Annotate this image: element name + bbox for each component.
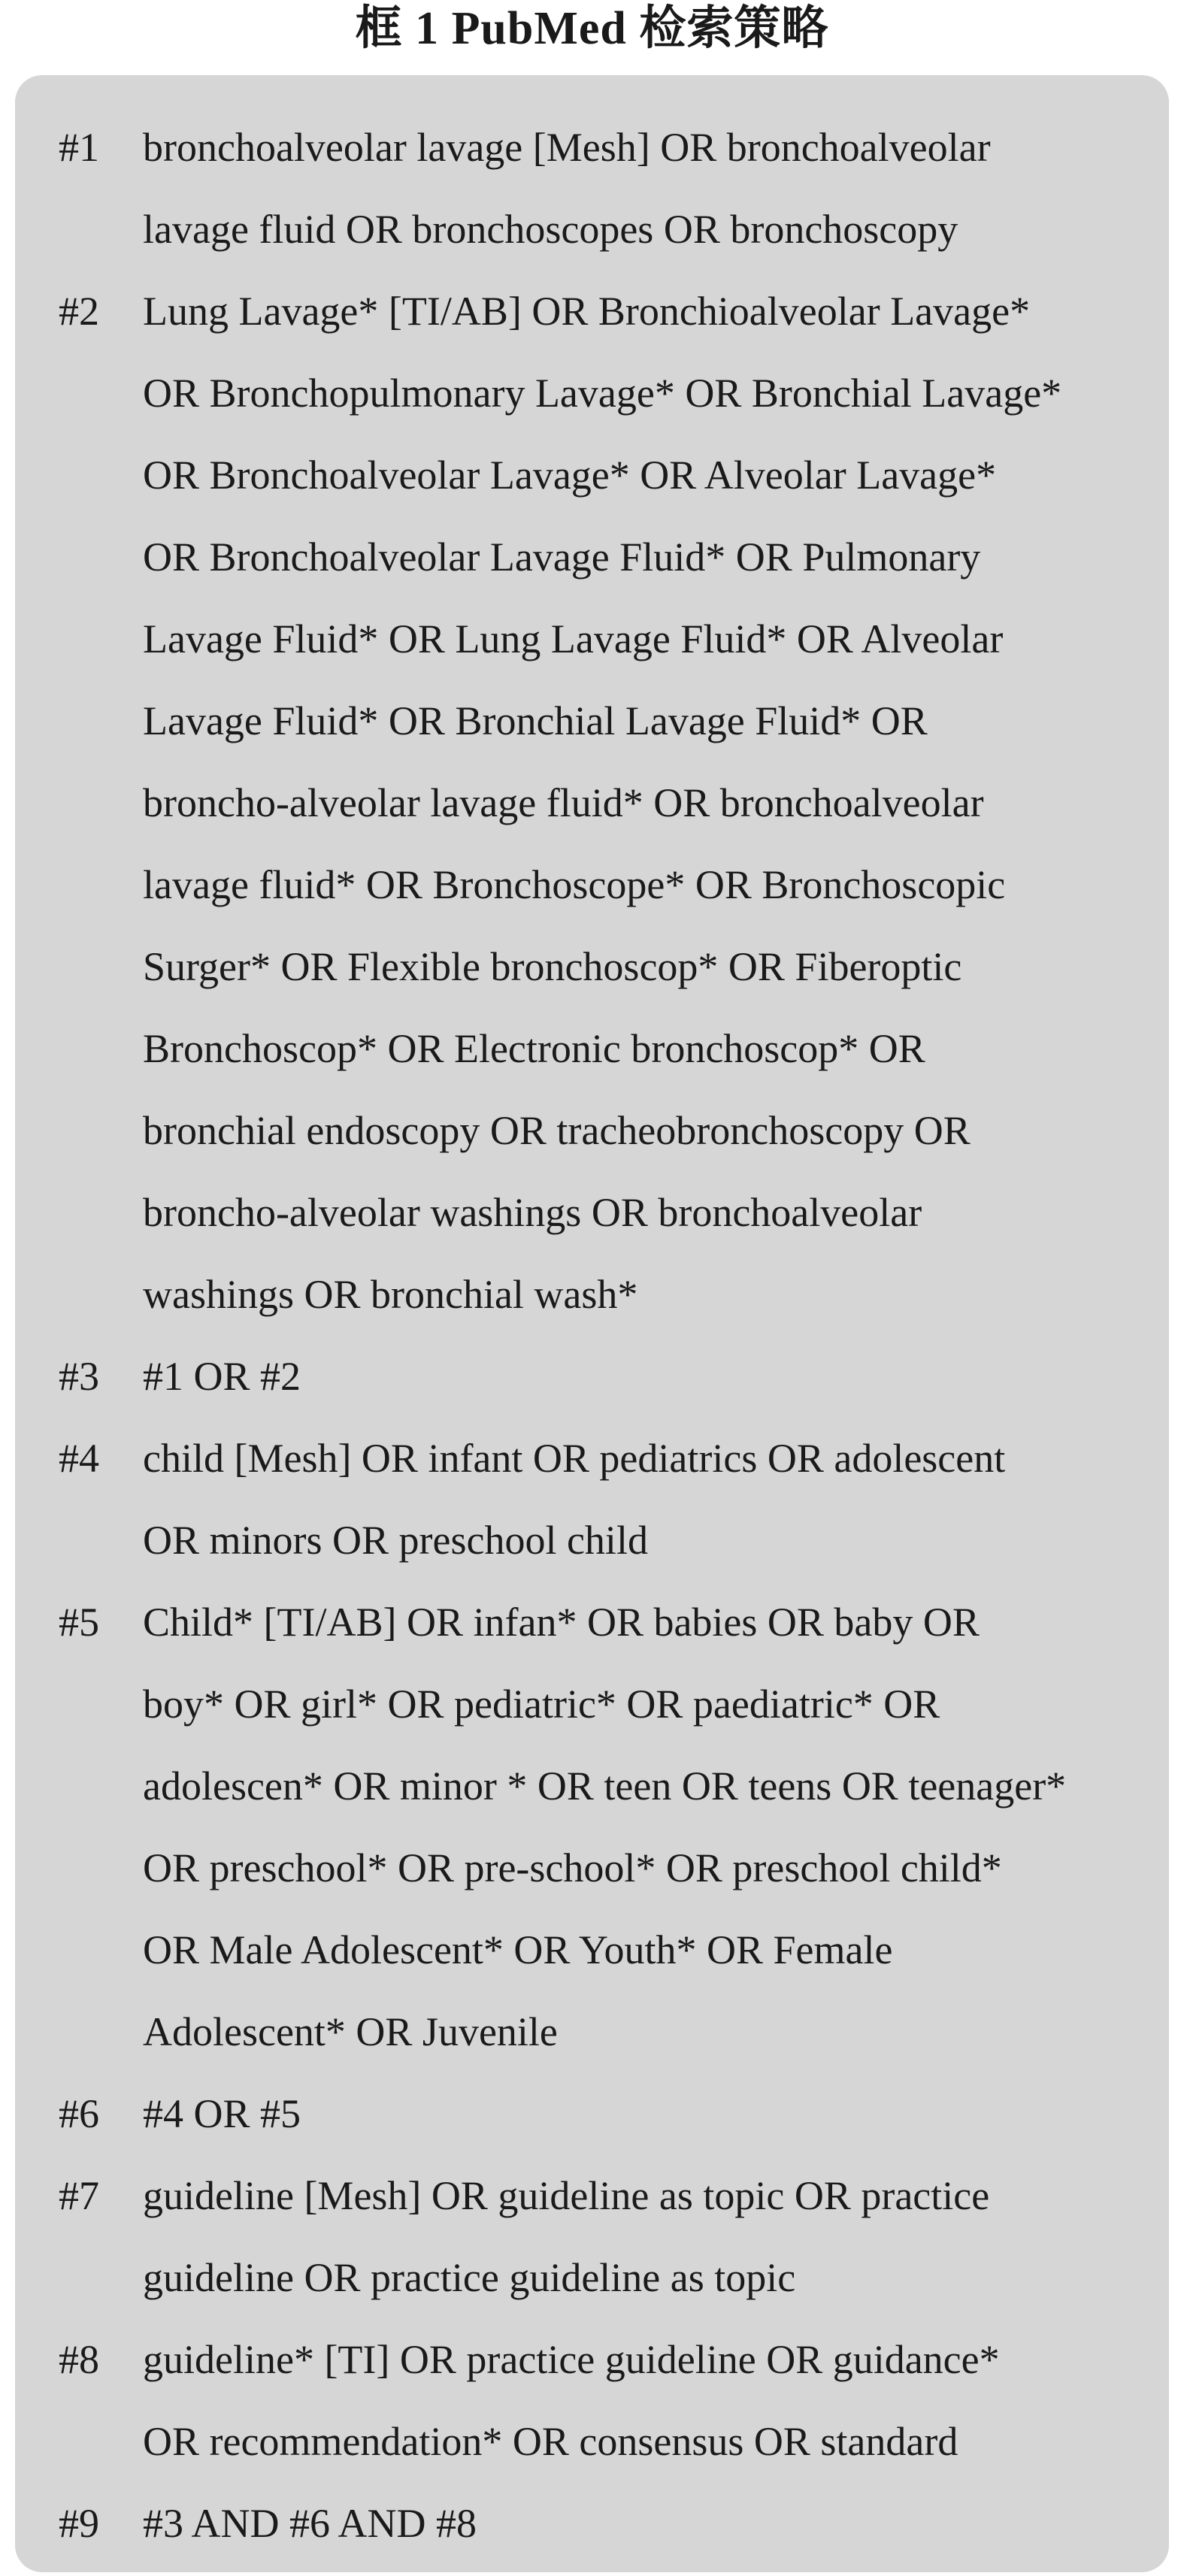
query-line: OR Bronchoalveolar Lavage* OR Alveolar Lavage* (143, 453, 997, 498)
box-title: 框 1 PubMed 检索策略 (355, 3, 829, 54)
entry-number: #8 (59, 2337, 99, 2382)
entry-query (143, 1336, 1135, 1418)
query-line: OR recommendation* OR consensus OR standard (143, 2419, 958, 2464)
query-line: boy* OR girl* OR pediatric* OR paediatric* OR (143, 1682, 940, 1727)
query-line: Lung Lavage* [TI/AB] OR Bronchioalveolar Lavage* (143, 289, 1031, 334)
search-entry (59, 271, 1139, 1336)
query-line: Surger* OR Flexible bronchoscop* OR Fiberoptic (143, 944, 962, 989)
search-entry (59, 2155, 1139, 2319)
query-line: #4 OR #5 (143, 2091, 301, 2136)
entry-number: #6 (59, 2091, 99, 2136)
query-line: child [Mesh] OR infant OR pediatrics OR adolescent (143, 1436, 1006, 1481)
search-entry (59, 2073, 1139, 2155)
entry-query (143, 2483, 1135, 2565)
query-line: Lavage Fluid* OR Lung Lavage Fluid* OR Alveolar (143, 616, 1004, 661)
entry-query (143, 107, 1135, 271)
query-line: #1 OR #2 (143, 1354, 301, 1399)
search-entry (59, 2483, 1139, 2565)
entry-query (143, 1582, 1135, 2073)
entry-query (143, 2155, 1135, 2319)
search-entry (59, 2319, 1139, 2483)
query-line: Child* [TI/AB] OR infan* OR babies OR baby OR (143, 1600, 980, 1645)
search-strategy-panel (15, 75, 1169, 2572)
query-line: Lavage Fluid* OR Bronchial Lavage Fluid* OR (143, 698, 928, 743)
entry-query (143, 1418, 1135, 1582)
search-entry (59, 1582, 1139, 2073)
entry-number: #9 (59, 2501, 99, 2546)
entry-number: #4 (59, 1436, 99, 1481)
query-line: OR minors OR preschool child (143, 1518, 648, 1563)
search-entry (59, 107, 1139, 271)
entry-number: #3 (59, 1354, 99, 1399)
query-line: guideline* [TI] OR practice guideline OR guidance* (143, 2337, 1000, 2382)
query-line: lavage fluid* OR Bronchoscope* OR Bronchoscopic (143, 862, 1006, 907)
query-line: #3 AND #6 AND #8 (143, 2501, 477, 2546)
entry-query (143, 2319, 1135, 2483)
entry-number: #5 (59, 1600, 99, 1645)
query-line: Bronchoscop* OR Electronic bronchoscop* OR (143, 1026, 925, 1071)
entry-query (143, 271, 1135, 1336)
search-entry (59, 1336, 1139, 1418)
search-entry (59, 1418, 1139, 1582)
query-line: broncho-alveolar lavage fluid* OR bronchoalveolar (143, 780, 984, 825)
query-line: broncho-alveolar washings OR bronchoalveolar (143, 1190, 922, 1235)
query-line: OR Male Adolescent* OR Youth* OR Female (143, 1927, 893, 1972)
query-line: bronchoalveolar lavage [Mesh] OR bronchoalveolar (143, 125, 991, 170)
query-line: guideline [Mesh] OR guideline as topic OR practice (143, 2173, 990, 2218)
entry-query (143, 2073, 1135, 2155)
query-line: OR preschool* OR pre-school* OR preschool child* (143, 1845, 1002, 1890)
query-line: OR Bronchopulmonary Lavage* OR Bronchial Lavage* (143, 371, 1062, 416)
query-line: Adolescent* OR Juvenile (143, 2009, 558, 2054)
query-line: washings OR bronchial wash* (143, 1272, 638, 1317)
query-line: adolescen* OR minor * OR teen OR teens OR teenager* (143, 1763, 1067, 1809)
query-line: lavage fluid OR bronchoscopes OR bronchoscopy (143, 207, 958, 252)
entry-number: #1 (59, 125, 99, 170)
query-line: guideline OR practice guideline as topic (143, 2255, 796, 2300)
entry-number: #2 (59, 289, 99, 334)
query-line: bronchial endoscopy OR tracheobronchoscopy OR (143, 1108, 971, 1153)
entry-number: #7 (59, 2173, 99, 2218)
query-line: OR Bronchoalveolar Lavage Fluid* OR Pulmonary (143, 534, 981, 580)
